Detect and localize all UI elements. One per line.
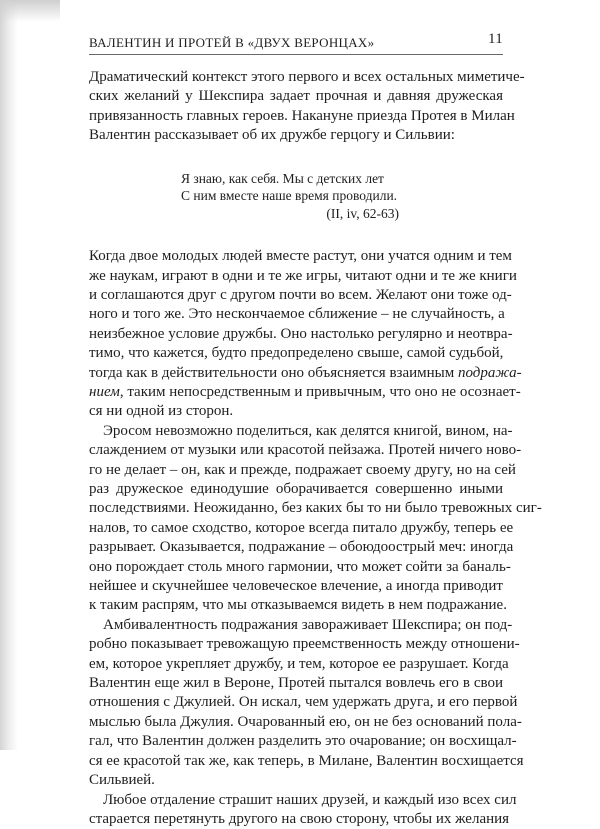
header-rule [89,54,503,55]
text-line: старается перетянуть другого на свою сторону, чтобы их желания [89,810,503,829]
text-line: Валентин рассказывает об их дружбе герцогу и Сильвии: [89,126,503,145]
text-line: Валентин еще жил в Вероне, Протей пытался вовлечь его в свои [89,674,503,693]
text-line: ного и того же. Это нескончаемое сближение – не случайность, а [89,305,503,324]
text-line: ем, которое укрепляет дружбу, и тем, которое ее разрушает. Когда [89,655,503,674]
text-line: налов, то самое сходство, которое всегда питало дружбу, теперь ее [89,519,503,538]
text-line: ских желаний у Шекспира задает прочная и давняя дружеская [89,87,503,106]
text-line: раз дружеское единодушие оборачивается совершенно иными [89,480,503,499]
text-line: ся ни одной из сторон. [89,402,503,421]
text-line: же наукам, играют в одни и те же игры, читают одни и те же книги [89,267,503,286]
verse-line: Я знаю, как себя. Мы с детских лет [181,170,399,188]
text-line: привязанность главных героев. Накануне приезда Протея в Милан [89,107,503,126]
page-body [89,68,503,829]
italic-term: нием [89,384,120,400]
text-line: го не делает – он, как и прежде, подражает своему другу, но на сей [89,461,503,480]
verse-reference: (II, iv, 62-63) [181,205,399,223]
text-segment: тогда как в действительности оно объясняется взаимным [89,365,458,381]
page-edge-shadow [0,0,18,750]
page-number: 11 [488,31,503,48]
text-segment: , таким непосредственным и привычным, что оно не осознает- [120,384,521,400]
text-line: отношения с Джулией. Он искал, чем удержать друга, и его первой [89,693,503,712]
text-line: Сильвией. [89,771,503,790]
verse-line: С ним вместе наше время проводили. [181,187,399,205]
page-header [89,31,503,51]
paragraph-3 [89,422,503,616]
paragraph-2 [89,247,503,422]
text-line: робно показывает тревожащую преемственность между отношени- [89,635,503,654]
paragraph-5 [89,791,503,829]
text-line: тимо, что кажется, будто предопределено свыше, самой судьбой, [89,344,503,363]
text-line: мыслью была Джулия. Очарованный ею, он не без оснований пола- [89,713,503,732]
text-line: Когда двое молодых людей вместе растут, они учатся одним и тем [89,247,503,266]
text-line [89,364,503,383]
text-line: слаждением от музыки или красотой пейзажа. Протей ничего ново- [89,441,503,460]
text-line: Амбивалентность подражания завораживает Шекспира; он под- [89,616,503,635]
text-line: Эросом невозможно поделиться, как делятся книгой, вином, на- [89,422,503,441]
text-line: ся ее красотой так же, как теперь, в Милане, Валентин восхищается [89,752,503,771]
text-line: гал, что Валентин должен разделить это очарование; он восхищал- [89,732,503,751]
text-line: Любое отдаление страшит наших друзей, и каждый изо всех сил [89,791,503,810]
text-line: разрывает. Оказывается, подражание – обоюдоострый меч: иногда [89,538,503,557]
italic-term: подража- [458,365,522,381]
verse-quote [181,170,399,223]
text-line: нейшее и скучнейшее человеческое влечение, а иногда приводит [89,577,503,596]
text-line [89,383,503,402]
page-corner-shadow [0,0,60,22]
paragraph-4 [89,616,503,791]
paragraph-1 [89,68,503,146]
text-line: и соглашаются друг с другом почти во всем. Желают они тоже од- [89,286,503,305]
text-line: к таким распрям, что мы отказываемся видеть в нем подражание. [89,596,503,615]
text-line: Драматический контекст этого первого и всех остальных миметиче- [89,68,503,87]
text-line: оно порождает столь много гармонии, что может сойти за баналь- [89,558,503,577]
text-line: последствиями. Неожиданно, без каких бы то ни было тревожных сиг- [89,499,503,518]
text-line: неизбежное условие дружбы. Оно настолько регулярно и неотвра- [89,325,503,344]
running-head: ВАЛЕНТИН И ПРОТЕЙ В «ДВУХ ВЕРОНЦАХ» [89,35,374,51]
